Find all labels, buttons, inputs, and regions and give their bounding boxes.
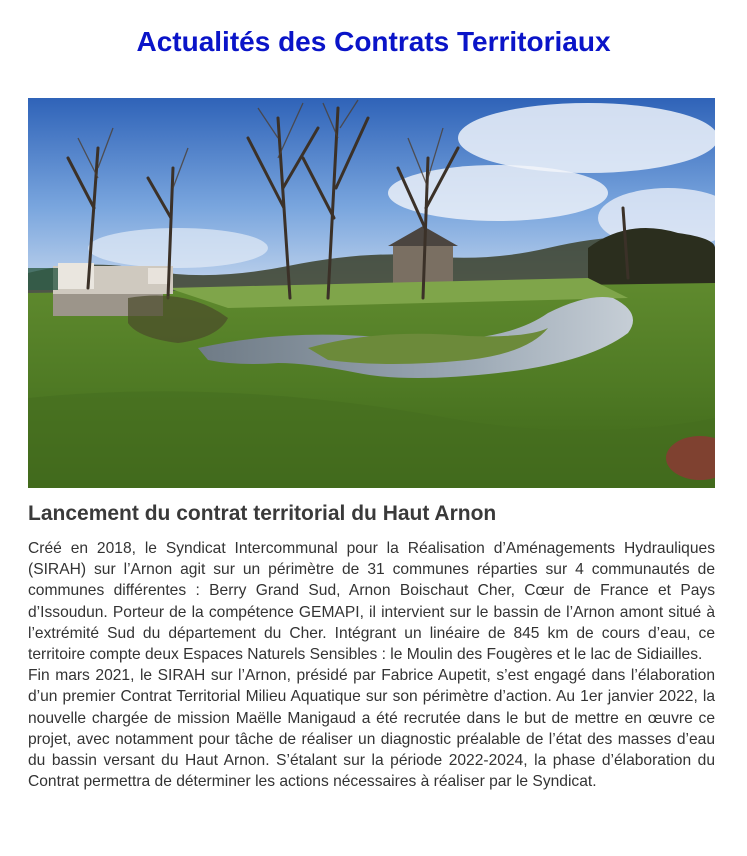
article-body <box>28 538 715 792</box>
river-landscape-photo <box>28 98 715 488</box>
article-paragraph: Fin mars 2021, le SIRAH sur l’Arnon, présidé par Fabrice Aupetit, s’est engagé dans l’élaboration d’un premier Contrat Territorial Milieu Aquatique sur son périmètre d’action. Au 1er janvier 2022, la nouvelle chargée de mission Maëlle Manigaud a été recrutée dans le but de mettre en œuvre ce projet, avec notamment pour tâche de réaliser un diagnostic préalable de l’état des masses d’eau du bassin versant du Haut Arnon. S’étalant sur la période 2022-2024, la phase d’élaboration du Contrat permettra de déterminer les actions nécessaires à réaliser par le Syndicat. <box>28 667 715 791</box>
article-heading: Lancement du contrat territorial du Haut Arnon <box>28 502 497 525</box>
page-title: Actualités des Contrats Territoriaux <box>136 26 611 57</box>
article-paragraph: Créé en 2018, le Syndicat Intercommunal pour la Réalisation d’Aménagements Hydrauliques (SIRAH) sur l’Arnon agit sur un périmètre de 31 communes réparties sur 4 communautés de communes différentes : Berry Grand Sud, Arnon Boischaut Cher, Cœur de France et Pays d’Issoudun. Porteur de la compétence GEMAPI, il intervient sur le bassin de l’Arnon amont situé à l’extrémité Sud du département du Cher. Intégrant un linéaire de 845 km de cours d’eau, ce territoire compte deux Espaces Naturels Sensibles : le Moulin des Fougères et le lac de Sidiailles. <box>28 540 715 664</box>
